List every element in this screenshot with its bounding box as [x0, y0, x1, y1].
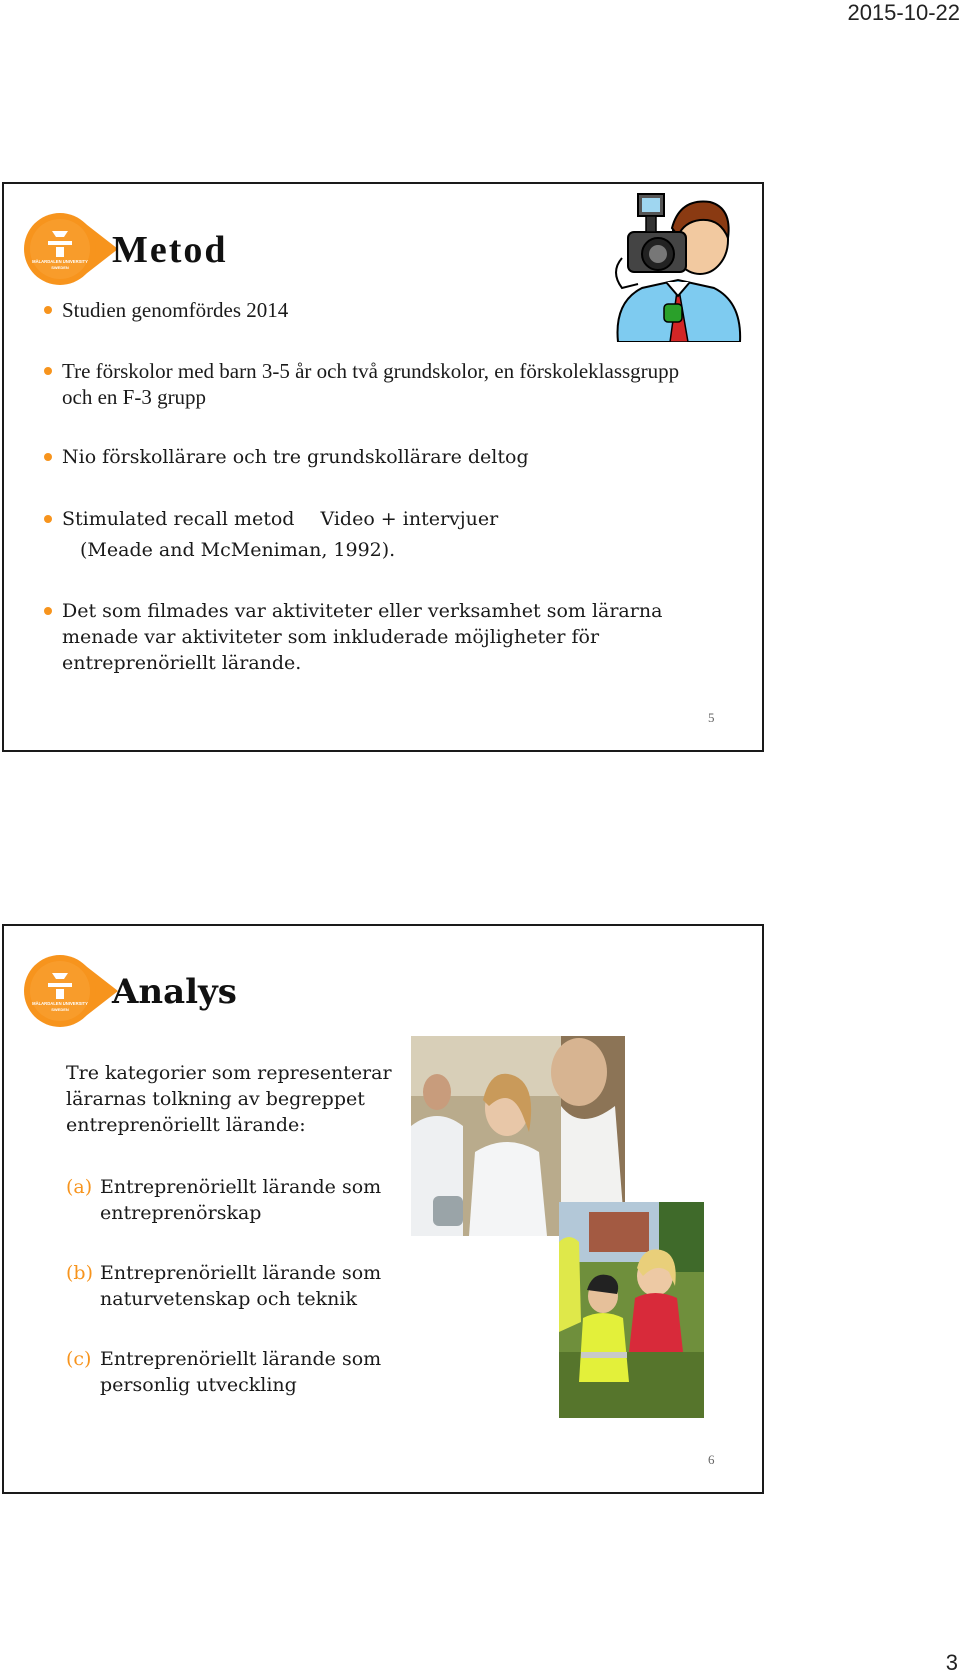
category-marker: (b) — [66, 1262, 93, 1284]
svg-text:SWEDEN: SWEDEN — [51, 1007, 69, 1012]
slide-number: 5 — [708, 710, 715, 725]
slide-title: Metod — [112, 229, 228, 271]
bullet-item — [62, 506, 702, 532]
category-text: Entreprenöriellt lärande som personlig utveckling — [100, 1348, 382, 1396]
outdoor-children-photo — [559, 1202, 704, 1418]
svg-text:SWEDEN: SWEDEN — [51, 265, 69, 270]
bullet-text: Stimulated recall metod — [62, 508, 295, 530]
category-marker: (c) — [66, 1348, 92, 1370]
category-marker: (a) — [66, 1176, 93, 1198]
svg-text:MÄLARDALEN UNIVERSITY: MÄLARDALEN UNIVERSITY — [32, 259, 88, 264]
svg-text:MÄLARDALEN UNIVERSITY: MÄLARDALEN UNIVERSITY — [32, 1001, 88, 1006]
category-text: Entreprenöriellt lärande som naturvetenskap och teknik — [100, 1262, 382, 1310]
page-number: 3 — [945, 1650, 958, 1675]
category-item — [66, 1260, 406, 1312]
bullet-item: Det som filmades var aktiviteter eller verksamhet som lärarna menade var aktiviteter som inkluderade möjligheter för entreprenöriellt lärande. — [62, 598, 702, 676]
intro-text: Tre kategorier som representerar lärarnas tolkning av begreppet entreprenöriellt lärande: — [66, 1062, 392, 1136]
category-item — [66, 1174, 406, 1226]
category-text: Entreprenöriellt lärande som entreprenörskap — [100, 1176, 382, 1224]
slide-title: Analys — [112, 972, 237, 1012]
slide-number: 6 — [708, 1452, 715, 1467]
header-date: 2015-10-22 — [847, 0, 960, 25]
citation: (Meade and McMeniman, 1992). — [80, 539, 396, 561]
university-logo — [22, 211, 118, 287]
slide-analys — [2, 924, 764, 1494]
bullet-item: Nio förskollärare och tre grundskollärare deltog — [62, 444, 702, 470]
category-item — [66, 1346, 406, 1398]
university-logo — [22, 953, 118, 1029]
bullet-text-secondary: Video + intervjuer — [320, 508, 499, 530]
slide-metod — [2, 182, 764, 752]
bullet-item: Studien genomfördes 2014 — [62, 297, 702, 323]
bullet-item: Tre förskolor med barn 3-5 år och två grundskolor, en förskoleklassgrupp och en F-3 grupp — [62, 358, 702, 410]
